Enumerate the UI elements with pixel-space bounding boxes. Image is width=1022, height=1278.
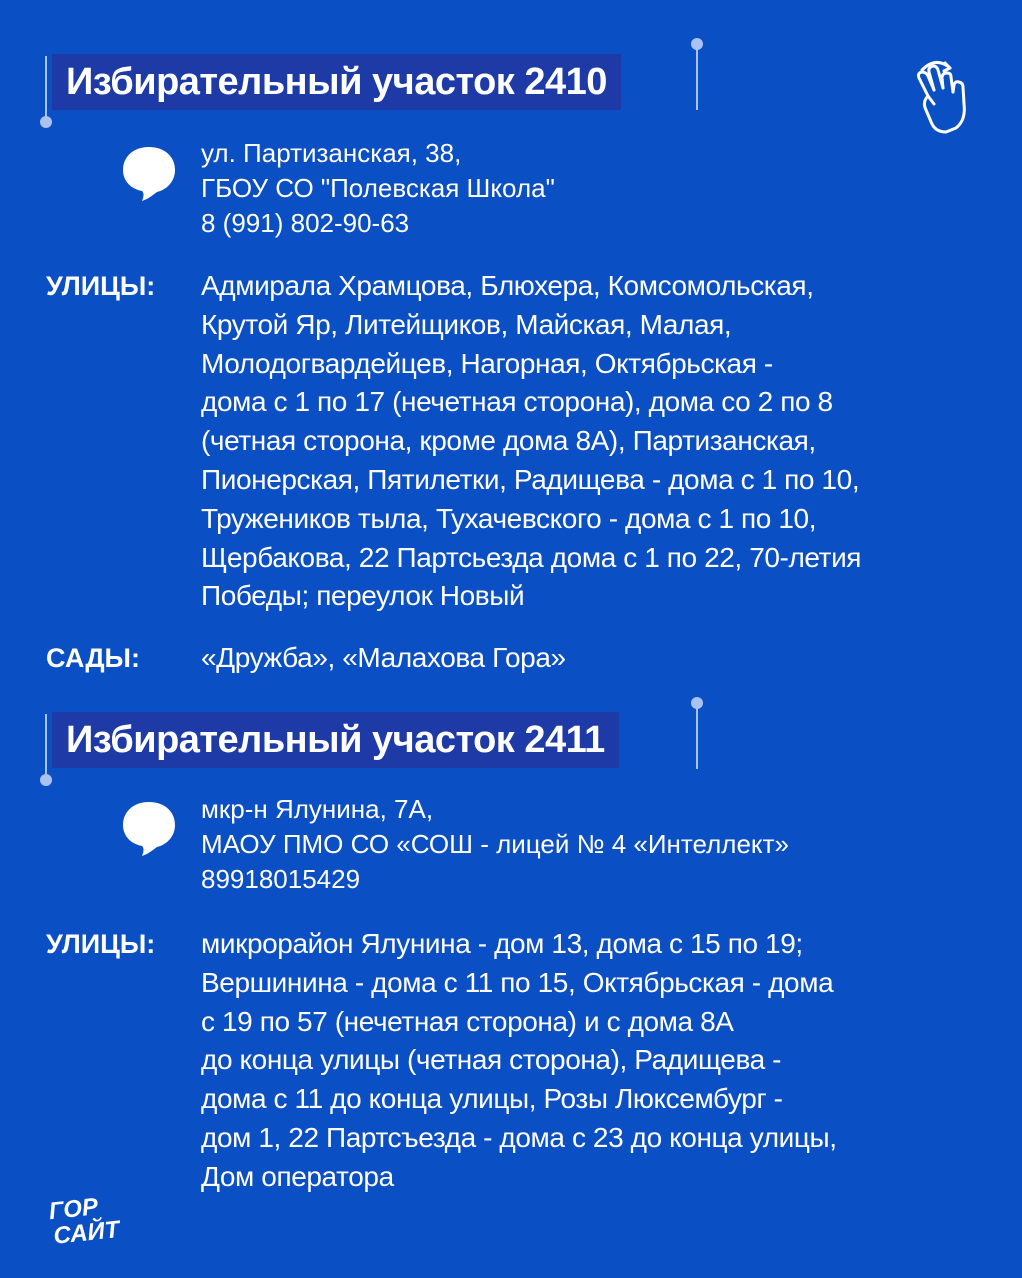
title-frame-left (45, 714, 47, 778)
title-frame-right (696, 705, 698, 769)
streets-list (201, 267, 1011, 616)
streets-label: УЛИЦЫ: (46, 271, 156, 301)
address-street: ул. Партизанская, 38, (201, 138, 462, 168)
streets-label: УЛИЦЫ: (46, 929, 156, 959)
address-institution: МАОУ ПМО СО «СОШ - лицей № 4 «Интеллект» (201, 829, 789, 859)
gardens-list: «Дружба», «Малахова Гора» (201, 642, 566, 673)
streets-line: дома с 11 до конца улицы, Розы Люксембург - (201, 1083, 783, 1115)
polling-address (201, 136, 555, 241)
address-phone: 89918015429 (201, 864, 361, 894)
streets-line: Тружеников тыла, Тухачевского - дома с 1 по 10, (201, 502, 817, 534)
chat-bubble-icon (121, 144, 177, 202)
streets-line: (четная сторона, кроме дома 8А), Партизанская, (201, 425, 816, 457)
title-frame-dot (691, 697, 703, 709)
streets-line: Крутой Яр, Литейщиков, Майская, Малая, (201, 308, 732, 340)
streets-line: Дом оператора (201, 1160, 394, 1192)
address-phone: 8 (991) 802-90-63 (201, 208, 410, 238)
logo-line1: ГОР (47, 1193, 100, 1226)
title-frame-dot (40, 774, 52, 786)
title-frame-left (45, 56, 47, 120)
gorsait-logo (40, 1188, 140, 1250)
streets-line: до конца улицы (четная сторона), Радищева - (201, 1044, 782, 1076)
title-frame-dot (40, 116, 52, 128)
streets-list (201, 925, 1011, 1197)
swipe-hand-icon (912, 52, 974, 136)
streets-line: микрорайон Ялунина - дом 13, дома с 15 по 19; (201, 928, 803, 959)
streets-line: с 19 по 57 (нечетная сторона) и с дома 8А (201, 1005, 734, 1037)
address-institution: ГБОУ СО "Полевская Школа" (201, 173, 555, 203)
chat-bubble-icon (121, 799, 177, 857)
section-title: Избирательный участок 2411 (52, 712, 619, 768)
streets-line: дом 1, 22 Партсъезда - дома с 23 до конца улицы, (201, 1121, 837, 1153)
streets-line: Вершинина - дома с 11 по 15, Октябрьская - дома (201, 966, 834, 998)
streets-line: Победы; переулок Новый (201, 580, 525, 612)
address-street: мкр-н Ялунина, 7А, (201, 794, 434, 824)
logo-line2: САЙТ (52, 1216, 121, 1250)
gardens-label: САДЫ: (46, 643, 140, 673)
streets-line: Адмирала Храмцова, Блюхера, Комсомольская, (201, 270, 814, 301)
streets-line: Щербакова, 22 Партсьезда дома с 1 по 22, 70-летия (201, 541, 862, 573)
streets-line: дома с 1 по 17 (нечетная сторона), дома со 2 по 8 (201, 386, 833, 418)
title-frame-dot (691, 38, 703, 50)
title-frame-right (696, 46, 698, 110)
streets-line: Молодогвардейцев, Нагорная, Октябрьская - (201, 347, 773, 379)
streets-line: Пионерская, Пятилетки, Радищева - дома с 1 по 10, (201, 463, 860, 495)
polling-address (201, 792, 789, 897)
section-title: Избирательный участок 2410 (52, 54, 621, 110)
